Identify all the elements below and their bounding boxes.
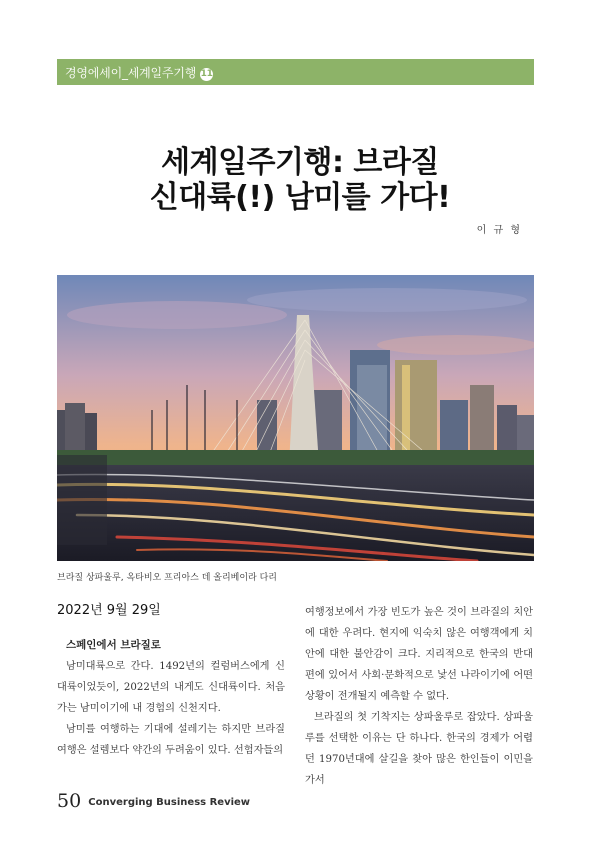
author-name: 이 규 형 [476, 225, 522, 236]
journal-name: Converging Business Review [88, 797, 251, 808]
article-column-left [57, 602, 285, 761]
article-date: 2022년 9월 29일 [57, 603, 161, 618]
paragraph: 브라질의 첫 기착지는 상파울루로 잡았다. 상파울루를 선택한 이유는 단 하나다. 한국의 경제가 어렵던 1970년대에 살길을 찾아 많은 한인들이 이민을 가서 [305, 712, 533, 786]
section-header [65, 64, 213, 81]
page-number: 50 [57, 790, 82, 812]
paragraph: 남미를 여행하는 기대에 설레기는 하지만 브라질 여행은 설렘보다 약간의 두려움이 있다. 선험자들의 [57, 724, 285, 756]
article-title-line-1: 세계일주기행: 브라질 [161, 145, 439, 180]
sao-paulo-bridge-photo [57, 275, 534, 561]
series-number-badge: 11 [200, 69, 213, 79]
paragraph: 여행정보에서 가장 빈도가 높은 것이 브라질의 치안에 대한 우려다. 현지에 익숙치 않은 여행객에게 치안에 대한 불안감이 크다. 지리적으로 한국의 반대편에 있어서 사회·문화적으로 낯선 나라이기에 어떤 상황이 전개될지 예측할 수 없다. [305, 607, 533, 702]
section-header-label: 경영에세이_세계일주기행 [65, 66, 197, 80]
photo-caption: 브라질 상파울루, 옥타비오 프리아스 데 올리베이라 다리 [57, 573, 277, 583]
section-subheading: 스페인에서 브라질로 [66, 639, 161, 651]
section-header-bar [57, 59, 534, 85]
page-footer [57, 790, 250, 812]
article-title-line-2: 신대륙(!) 남미를 가다! [149, 180, 451, 215]
article-column-right [305, 602, 533, 791]
paragraph: 남미대륙으로 간다. 1492년의 컬럼버스에게 신대륙이었듯이, 2022년의 내게도 신대륙이다. 처음 가는 남미이기에 내 경험의 신천지다. [57, 661, 285, 714]
